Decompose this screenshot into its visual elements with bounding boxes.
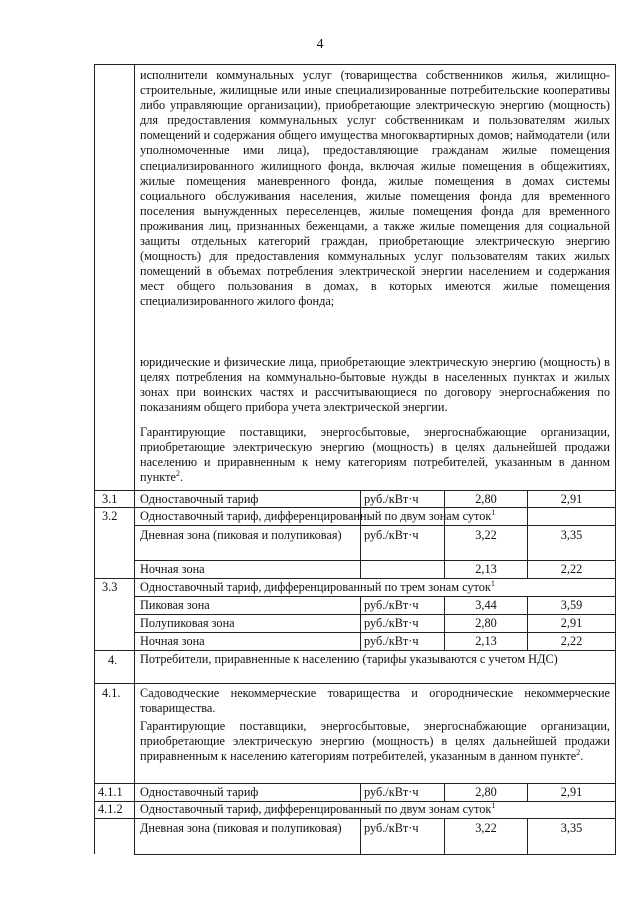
footnote-marker: 1: [490, 578, 495, 588]
paragraph-executors: исполнители коммунальных услуг (товарищества собственников жилья, жилищно-строительные, жилищные или иные специализированные потребительские кооперативы либо управляющие организации), приобретающие электрическую энергию (мощность) для предоставления коммунальных услуг собственникам и пользователям жилых помещений и содержания общего имущества многоквартирных домов; наймодатели (или уполномоченные ими лица), предоставляющие гражданам жилые помещения специализированного жилищного фонда, включая жилые помещения в общежитиях, жилые помещения маневренного фонда, жилые помещения в домах системы социального обслуживания населения, жилые помещения фонда для временного поселения вынужденных переселенцев, жилые помещения фонда для временного проживания лиц, признанных беженцами, а также жилые помещения для социальной защиты отдельных категорий граждан, приобретающие электрическую энергию (мощность) для предоставления коммунальных услуг пользователям таких жилых помещений в объемах потребления электрической энергии населением и содержания мест общего пользования в домах, в которых имеются жилые помещения специализированного жилого фонда;: [140, 68, 610, 309]
tariff-name: Одноставочный тариф: [140, 492, 259, 506]
tariff-unit: руб./кВт·ч: [364, 528, 419, 542]
tariff-value-2: 3,59: [560, 598, 583, 612]
row-number: 4.1.2: [98, 802, 123, 816]
table-col-divider: [360, 596, 361, 650]
page-number: 4: [316, 37, 324, 52]
table-row-divider: [134, 525, 616, 526]
zone-name: Дневная зона (пиковая и полупиковая): [140, 821, 342, 835]
tariff-value-1: 3,44: [475, 598, 497, 612]
tariff-value-1: 3,22: [475, 528, 497, 542]
zone-name: Ночная зона: [140, 562, 205, 576]
table-border-right: [615, 64, 616, 854]
table-row-divider: [134, 596, 616, 597]
table-col-divider: [360, 818, 361, 854]
tariff-value-2: 2,91: [560, 616, 583, 630]
tariff-unit: руб./кВт·ч: [364, 598, 419, 612]
paragraph-suppliers-text: Гарантирующие поставщики, энергосбытовые, энергоснабжающие организации, приобретающие электрическую энергию (мощность) в целях дальнейшей продажи населению и приравненным к нему категориям потребителей, указанным в данном пункте: [140, 425, 610, 485]
row-number: 3.3: [102, 580, 118, 594]
tariff-unit: руб./кВт·ч: [364, 616, 419, 630]
paragraph-legal-entities: юридические и физические лица, приобретающие электрическую энергию (мощность) в целях потребления на коммунально-бытовые нужды в населенных пунктах и жилых зонах при воинских частях и рассчитывающиеся по договору энергоснабжения по показаниям общего прибора учета электрической энергии.: [140, 355, 610, 415]
tariff-unit: руб./кВт·ч: [364, 492, 419, 506]
table-row-divider: [94, 683, 616, 684]
row-number: 4.1.1: [98, 785, 123, 799]
table-row-divider: [94, 818, 616, 819]
tariff-name: [140, 509, 495, 524]
tariff-value-1: 3,22: [475, 821, 497, 835]
tariff-name: [140, 802, 495, 817]
footnote-marker: 1: [491, 800, 496, 810]
table-row-divider: [134, 614, 616, 615]
table-row-divider: [94, 578, 616, 579]
table-border-left: [94, 64, 95, 854]
tariff-value-2: 3,35: [560, 821, 583, 835]
table-row-divider: [134, 632, 616, 633]
table-col-divider: [134, 64, 135, 854]
zone-name: Пиковая зона: [140, 598, 210, 612]
table-col-divider: [360, 783, 361, 801]
tariff-value-2: 3,35: [560, 528, 583, 542]
table-row-divider: [94, 783, 616, 784]
zone-name: Дневная зона (пиковая и полупиковая): [140, 528, 342, 542]
tariff-name-text: Одноставочный тариф, дифференцированный по двум зонам суток: [140, 802, 492, 816]
tariff-value-2: 2,91: [560, 785, 583, 799]
zone-name: Полупиковая зона: [140, 616, 235, 630]
table-row-divider: [134, 854, 616, 855]
tariff-value-1: 2,80: [475, 785, 497, 799]
row-number: 4.1.: [102, 686, 121, 700]
table-row-divider: [94, 490, 616, 491]
tariff-value-1: 2,80: [475, 616, 497, 630]
table-row-divider: [94, 650, 616, 651]
tariff-name: [140, 580, 495, 595]
tariff-value-1: 2,80: [475, 492, 497, 506]
paragraph-suppliers: Гарантирующие поставщики, энергосбытовые, энергоснабжающие организации, приобретающие электрическую энергию (мощность) в целях дальнейшей продажи населению и приравненным к нему категориям потребителей, указанным в данном пункте$^2$.: [140, 425, 610, 485]
row-number: 3.1: [102, 492, 118, 506]
table-col-divider: [360, 490, 361, 578]
tariff-value-2: 2,22: [560, 562, 583, 576]
tariff-name-text: Одноставочный тариф, дифференцированный по двум зонам суток: [140, 509, 492, 523]
zone-name: Ночная зона: [140, 634, 205, 648]
tariff-unit: руб./кВт·ч: [364, 634, 419, 648]
table-row-divider: [134, 560, 616, 561]
tariff-value-2: 2,91: [560, 492, 583, 506]
category-heading: Потребители, приравненные к населению (тарифы указываются с учетом НДС): [140, 652, 558, 666]
paragraph-suppliers-text: Гарантирующие поставщики, энергосбытовые, энергоснабжающие организации, приобретающие электрическую энергию (мощность) в целях дальнейшей продажи приравненным к населению категориям потребителей, указанным в данном пункте: [140, 719, 610, 764]
tariff-value-1: 2,13: [475, 562, 497, 576]
paragraph-suppliers: Гарантирующие поставщики, энергосбытовые, энергоснабжающие организации, приобретающие электрическую энергию (мощность) в целях дальнейшей продажи приравненным к населению категориям потребителей, указанным в данном пункте$^2$.: [140, 719, 610, 764]
tariff-unit: руб./кВт·ч: [364, 821, 419, 835]
tariff-name-text: Одноставочный тариф, дифференцированный по трем зонам суток: [140, 580, 491, 594]
category-description: Садоводческие некоммерческие товарищества и огороднические некоммерческие товарищества.: [140, 686, 610, 716]
row-number: 4.: [108, 653, 118, 667]
footnote-marker: 2: [576, 748, 581, 758]
footnote-marker: 2: [175, 469, 180, 479]
tariff-value-2: 2,22: [560, 634, 583, 648]
tariff-name: Одноставочный тариф: [140, 785, 259, 799]
tariff-table: [94, 64, 616, 854]
row-number: 3.2: [102, 509, 118, 523]
table-row-divider: [94, 507, 616, 508]
tariff-unit: руб./кВт·ч: [364, 785, 419, 799]
tariff-value-1: 2,13: [475, 634, 497, 648]
table-border-top: [94, 64, 616, 65]
footnote-marker: 1: [491, 507, 496, 517]
